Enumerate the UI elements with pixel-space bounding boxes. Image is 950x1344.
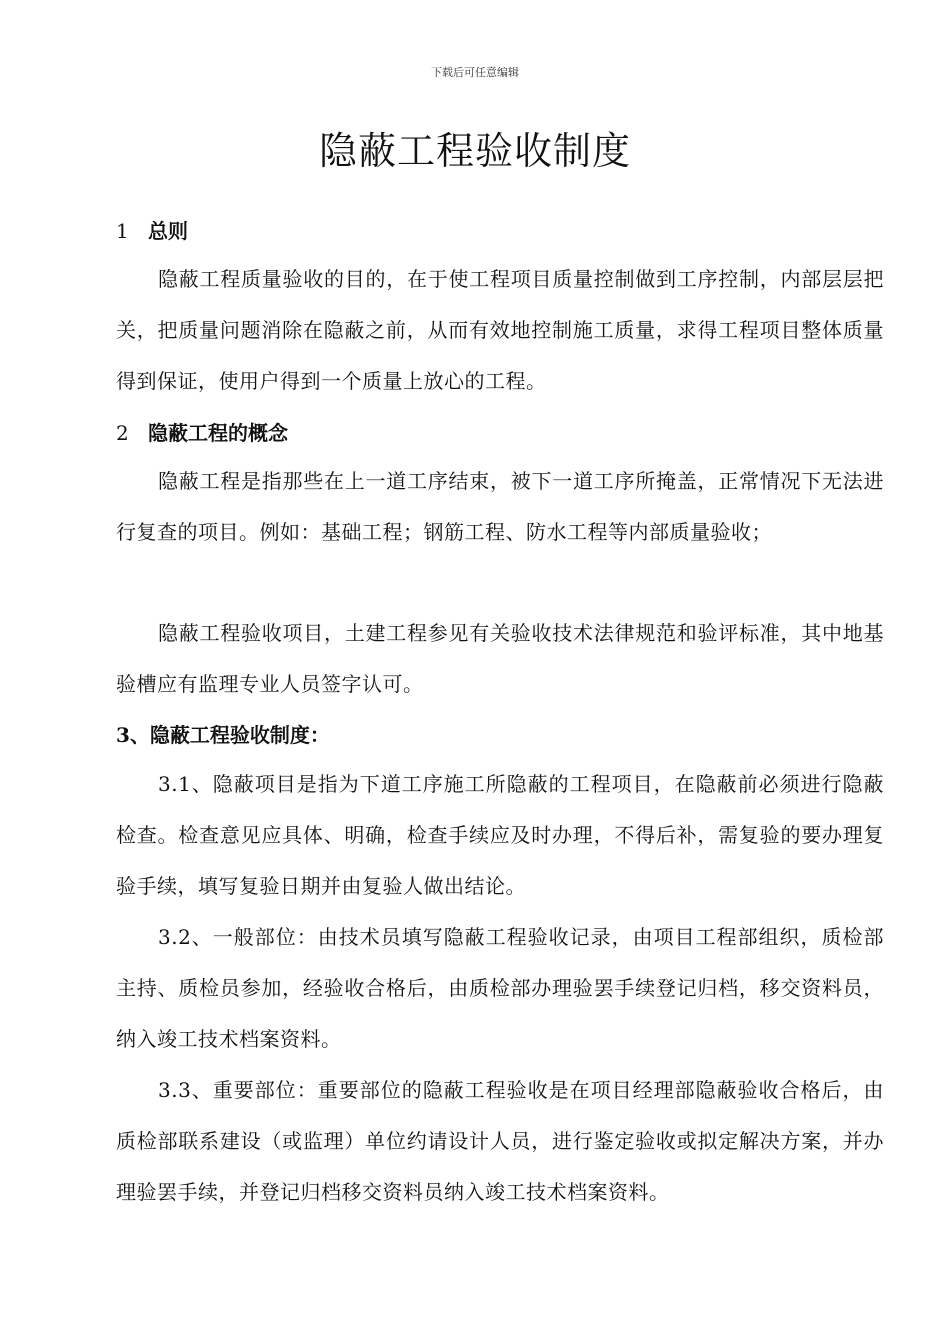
section-1-heading	[116, 216, 188, 246]
section-2-title: 隐蔽工程的概念	[148, 421, 288, 445]
section-1-number: 1	[116, 219, 129, 243]
section-2-paragraph: 隐蔽工程是指那些在上一道工序结束，被下一道工序所掩盖，正常情况下无法进行复查的项目。例如：基础工程；钢筋工程、防水工程等内部质量验收；	[116, 469, 884, 544]
clause-3-2: 3.2、一般部位：由技术员填写隐蔽工程验收记录，由项目工程部组织，质检部主持、质检员参加，经验收合格后，由质检部办理验罢手续登记归档，移交资料员，纳入竣工技术档案资料。	[116, 925, 884, 1051]
section-2-paragraph-2: 隐蔽工程验收项目，土建工程参见有关验收技术法律规范和验评标准，其中地基验槽应有监理专业人员签字认可。	[116, 621, 884, 696]
clause-3-3: 3.3、重要部位：重要部位的隐蔽工程验收是在项目经理部隐蔽验收合格后，由质检部联系建设（或监理）单位约请设计人员，进行鉴定验收或拟定解决方案，并办理验罢手续，并登记归档移交资料员纳入竣工技术档案资料。	[116, 1078, 884, 1204]
section-1-title: 总则	[148, 219, 188, 243]
header-note: 下载后可任意编辑	[431, 66, 519, 79]
section-2-number: 2	[116, 421, 129, 445]
clause-3-1: 3.1、隐蔽项目是指为下道工序施工所隐蔽的工程项目，在隐蔽前必须进行隐蔽检查。检查意见应具体、明确，检查手续应及时办理，不得后补，需复验的要办理复验手续，填写复验日期并由复验人做出结论。	[116, 772, 884, 898]
section-1-paragraph: 隐蔽工程质量验收的目的，在于使工程项目质量控制做到工序控制，内部层层把关，把质量问题消除在隐蔽之前，从而有效地控制施工质量，求得工程项目整体质量得到保证，使用户得到一个质量上放心的工程。	[116, 267, 884, 393]
document-title: 隐蔽工程验收制度	[318, 129, 631, 173]
section-3-heading: 3、隐蔽工程验收制度：	[116, 723, 330, 747]
section-2-heading	[116, 418, 288, 448]
